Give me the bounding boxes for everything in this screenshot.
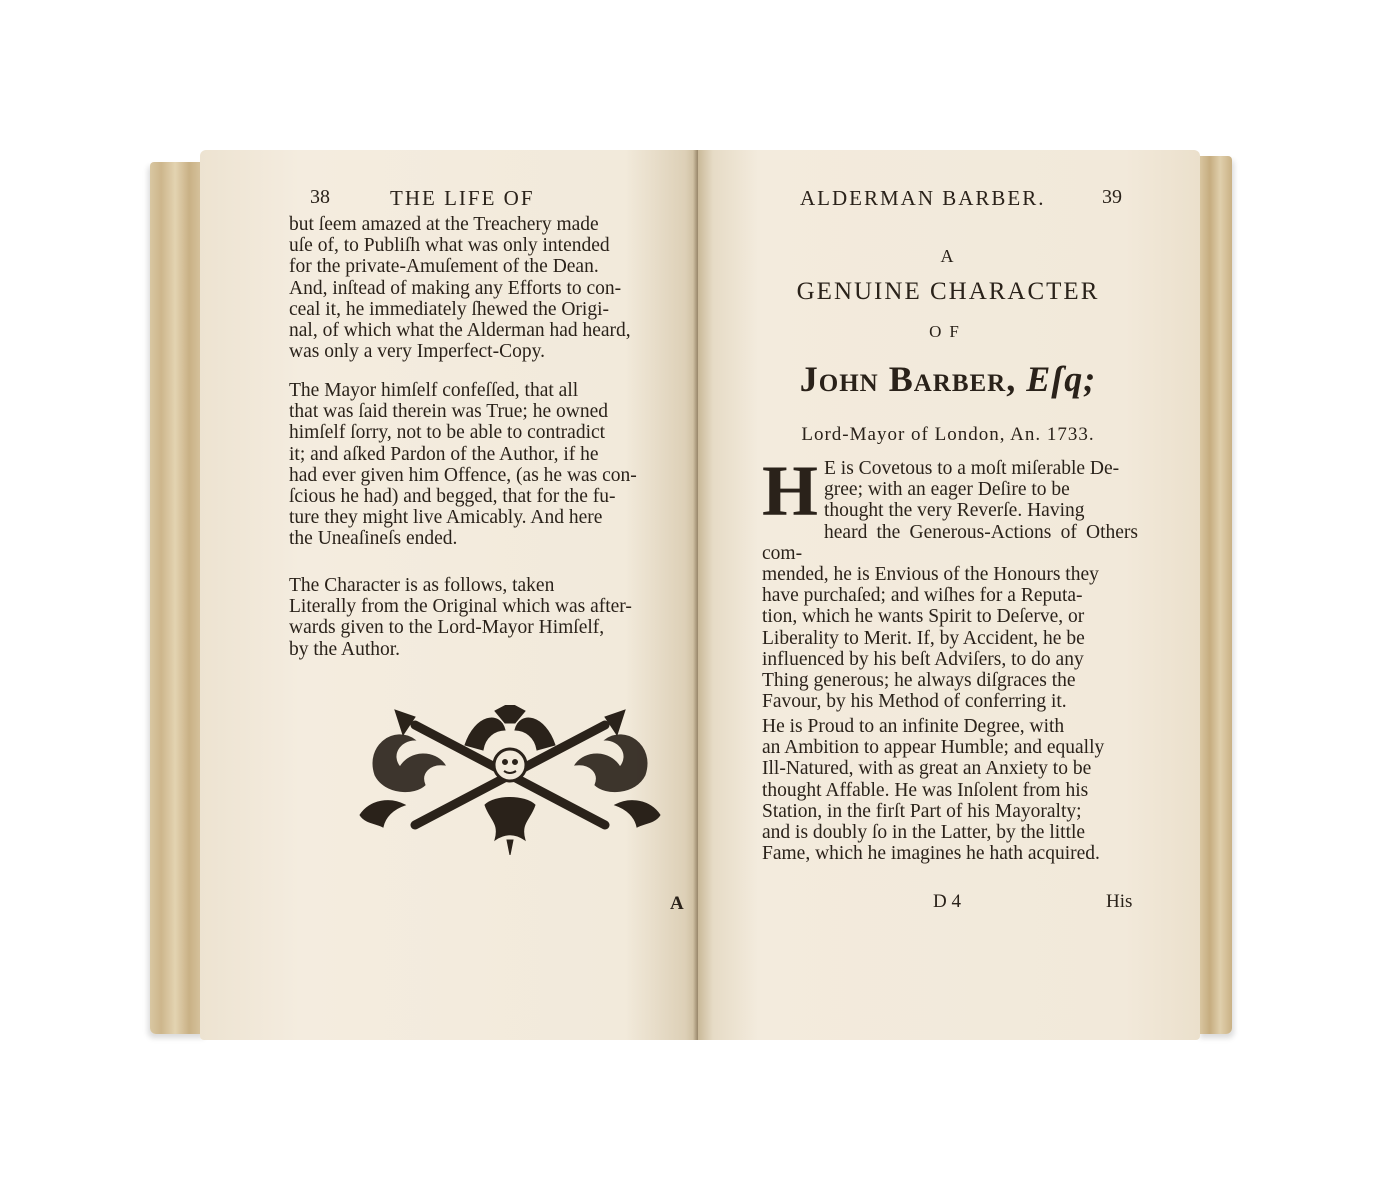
- open-book: [150, 150, 1232, 1040]
- text-line: and is doubly ſo in the Latter, by the little: [762, 822, 1086, 844]
- text-line: wards given to the Lord-Mayor Himſelf,: [289, 617, 605, 639]
- text-line: mended, he is Envious of the Honours they: [762, 564, 1099, 586]
- drop-cap: H: [762, 451, 819, 531]
- page-edges-left: [150, 162, 206, 1034]
- text-line: influenced by his beſt Adviſers, to do any: [762, 648, 1084, 670]
- text-line: ceal it, he immediately ſhewed the Origi-: [289, 298, 610, 320]
- running-head: ALDERMAN BARBER.: [800, 186, 1046, 210]
- text-line: had ever given him Offence, (as he was con-: [289, 464, 637, 486]
- text-line: He is Proud to an infinite Degree, with: [762, 716, 1065, 737]
- heading-genuine-character: GENUINE CHARACTER: [796, 278, 1100, 305]
- text-line: it; and aſked Pardon of the Author, if he: [289, 443, 599, 465]
- text-line: The Mayor himſelf confeſſed, that all: [289, 380, 579, 401]
- text-line: Ill-Natured, with as great an Anxiety to be: [762, 758, 1092, 780]
- catchword: His: [1106, 891, 1133, 912]
- heading-name-text: John Barber,: [799, 359, 1017, 399]
- text-line: the Uneaſineſs ended.: [289, 528, 458, 550]
- text-line: The Character is as follows, taken: [289, 575, 555, 596]
- page-edges-right: [1198, 156, 1232, 1034]
- text-line: have purchaſed; and wiſhes for a Reputa-: [762, 585, 1083, 607]
- text-line: was only a very Imperfect-Copy.: [289, 341, 545, 363]
- text-line: himſelf ſorry, not to be able to contradict: [289, 422, 606, 444]
- heading-lord-mayor: Lord-Mayor of London, An. 1733.: [801, 424, 1095, 445]
- ornament-fleuron-icon: [355, 705, 665, 855]
- page-number: 38: [310, 186, 330, 208]
- paragraph-1: [289, 214, 703, 362]
- text-line: E is Covetous to a moſt miſerable De-: [824, 458, 1120, 479]
- paragraph-2: [762, 716, 1138, 864]
- paragraph-1: [762, 451, 1138, 713]
- text-line: thought the very Reverſe. Having: [824, 500, 1085, 522]
- text-line: Station, in the firſt Part of his Mayoralty;: [762, 800, 1082, 822]
- heading-name: [758, 358, 1138, 400]
- text-line: that was ſaid therein was True; he owned: [289, 401, 608, 423]
- right-page: [698, 150, 1200, 1040]
- text-line: And, inſtead of making any Efforts to con-: [289, 277, 622, 299]
- text-line: Fame, which he imagines he hath acquired.: [762, 843, 1100, 865]
- text-line: nal, of which what the Alderman had heard,: [289, 320, 631, 342]
- paragraph-2: [289, 380, 703, 550]
- paragraph-3: [289, 575, 703, 660]
- text-line: ture they might live Amicably. And here: [289, 507, 603, 529]
- text-line: tion, which he wants Spirit to Deſerve, or: [762, 606, 1085, 628]
- text-line: an Ambition to appear Humble; and equally: [762, 737, 1105, 759]
- text-line: Literally from the Original which was after-: [289, 596, 632, 618]
- text-line: thought Affable. He was Inſolent from his: [762, 779, 1089, 801]
- signature-mark: D 4: [933, 891, 961, 912]
- text-line: ſcious he had) and begged, that for the fu-: [289, 486, 616, 508]
- left-page: [200, 150, 700, 1040]
- text-line: uſe of, to Publiſh what was only intended: [289, 235, 610, 257]
- page-number: 39: [1102, 186, 1122, 208]
- text-line: Thing generous; he always diſgraces the: [762, 670, 1076, 692]
- heading-esq: Eſq;: [1026, 359, 1097, 399]
- text-line: gree; with an eager Deſire to be: [824, 479, 1070, 501]
- text-line: Favour, by his Method of conferring it.: [762, 691, 1067, 713]
- heading-a: A: [940, 246, 956, 266]
- running-head: THE LIFE OF: [390, 186, 535, 210]
- text-line: for the private-Amuſement of the Dean.: [289, 256, 599, 278]
- text-line: but ſeem amazed at the Treachery made: [289, 214, 599, 235]
- catchword: A: [670, 893, 684, 914]
- heading-of: OF: [929, 322, 967, 341]
- text-line: heard the Generous-Actions of Others com-: [762, 521, 1138, 564]
- text-line: by the Author.: [289, 638, 401, 660]
- text-line: Liberality to Merit. If, by Accident, he be: [762, 627, 1085, 649]
